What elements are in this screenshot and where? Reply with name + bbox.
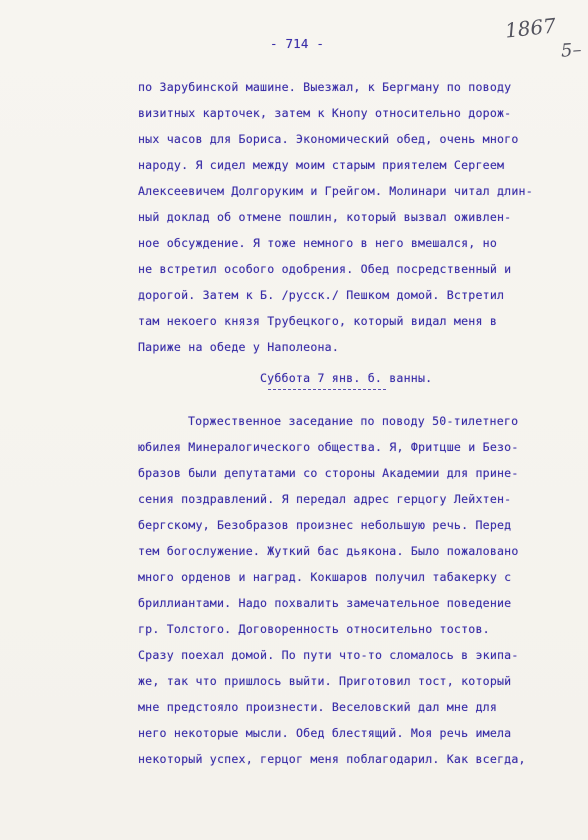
paragraph-2-line: него некоторые мысли. Обед блестящий. Моя речь имела (138, 726, 512, 740)
entry-heading: Суббота 7 янв. б. ванны. (260, 371, 433, 385)
paragraph-2-line: бриллиантами. Надо похвалить замечательное поведение (138, 596, 512, 610)
paragraph-1-line: народу. Я сидел между моим старым приятелем Сергеем (138, 158, 505, 172)
paragraph-1-line: ный доклад об отмене пошлин, который вызвал оживлен- (138, 210, 512, 224)
paragraph-1-line: ное обсуждение. Я тоже немного в него вмешался, но (138, 236, 498, 250)
paragraph-2-line: бергскому, Безобразов произнес небольшую речь. Перед (138, 518, 512, 532)
paragraph-1-line: Париже на обеде у Наполеона. (138, 340, 340, 354)
paragraph-2-line: юбилея Минералогического общества. Я, Фритцше и Безо- (138, 440, 519, 454)
paragraph-1-line: дорогой. Затем к Б. /русск./ Пешком домой. Встретил (138, 288, 505, 302)
paragraph-2-line: тем богослужение. Жуткий бас дьякона. Было пожаловано (138, 544, 519, 558)
handwritten-year: 1867 (503, 13, 558, 43)
paragraph-2-line: бразов были депутатами со стороны Академии для прине- (138, 466, 519, 480)
handwritten-mark: 5– (560, 39, 583, 62)
paragraph-2-line: сения поздравлений. Я передал адрес герцогу Лейхтен- (138, 492, 512, 506)
paragraph-2-line: Торжественное заседание по поводу 50-тилетнего (188, 414, 519, 428)
paragraph-1-line: там некоего князя Трубецкого, который видал меня в (138, 314, 498, 328)
paragraph-2-line: мне предстояло произнести. Веселовский дал мне для (138, 700, 498, 714)
heading-underline (268, 389, 386, 390)
paragraph-2-line: много орденов и наград. Кокшаров получил табакерку с (138, 570, 512, 584)
paragraph-1-line: по Зарубинской машине. Выезжал, к Бергману по поводу (138, 80, 512, 94)
paragraph-2-line: же, так что пришлось выйти. Приготовил тост, который (138, 674, 512, 688)
paragraph-1-line: визитных карточек, затем к Кнопу относительно дорож- (138, 106, 512, 120)
paragraph-2-line: Сразу поехал домой. По пути что-то сломалось в экипа- (138, 648, 519, 662)
page-number: - 714 - (270, 36, 325, 51)
paragraph-1-line: Алексеевичем Долгоруким и Грейгом. Молинари читал длин- (138, 184, 533, 198)
paragraph-2-line: некоторый успех, герцог меня поблагодарил. Как всегда, (138, 752, 526, 766)
paragraph-2-line: гр. Толстого. Договоренность относительно тостов. (138, 622, 490, 636)
paragraph-1-line: не встретил особого одобрения. Обед посредственный и (138, 262, 512, 276)
paragraph-1-line: ных часов для Бориса. Экономический обед, очень много (138, 132, 519, 146)
